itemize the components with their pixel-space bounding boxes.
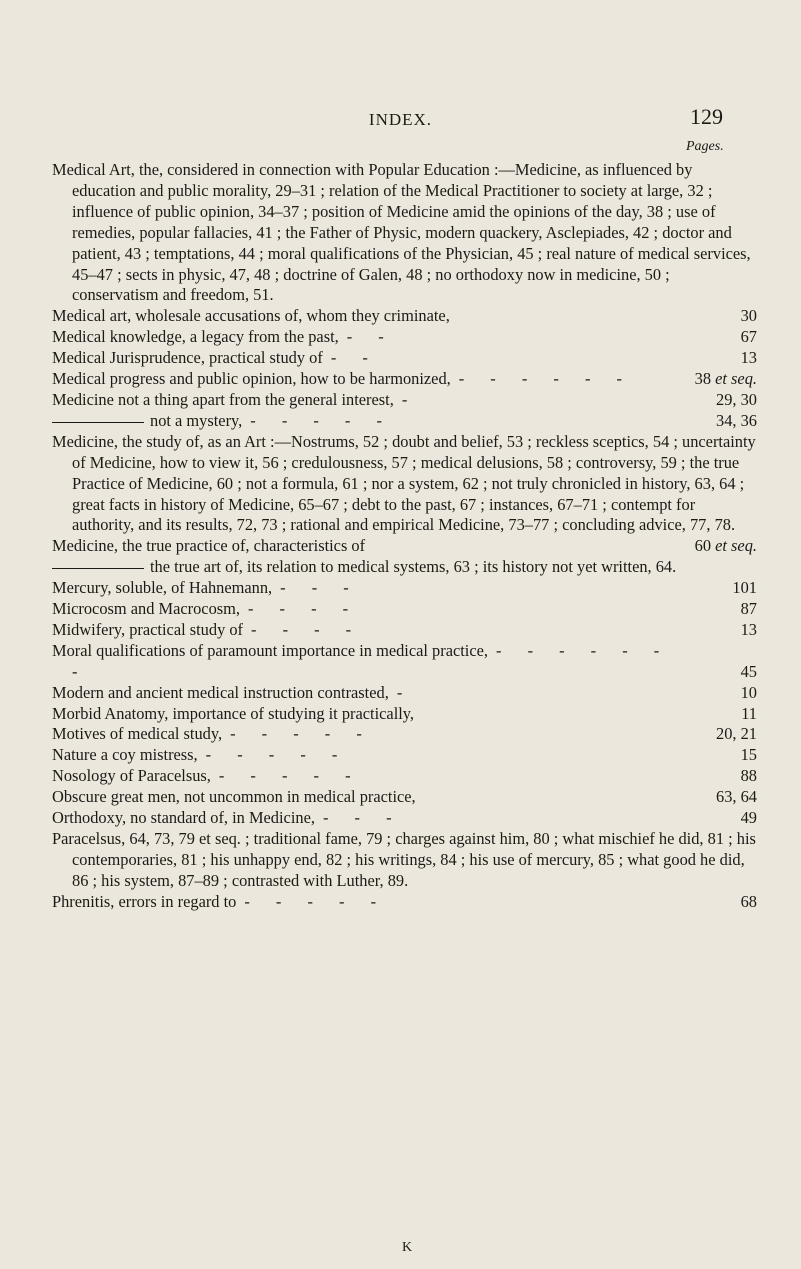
entry-text: Morbid Anatomy, importance of studying it practically, (52, 703, 415, 723)
index-entry-orthodoxy (52, 808, 757, 829)
index-entry-midwifery (52, 620, 757, 641)
entry-leaders: - - - - (251, 619, 363, 639)
entry-text: Medicine not a thing apart from the general interest, (52, 389, 394, 409)
entry-page: 11 (741, 703, 757, 723)
index-entry-nosology (52, 766, 757, 787)
entry-text: Orthodoxy, no standard of, in Medicine, (52, 808, 315, 828)
entry-leaders: - - - - (248, 599, 360, 619)
entry-leaders: - (401, 389, 419, 409)
entry-page: 60 (694, 536, 712, 556)
entry-text: Motives of medical study, (52, 724, 223, 744)
ditto-rule (52, 568, 144, 569)
entry-page: 34, 36 (716, 410, 757, 430)
index-entry-morbid-anatomy (52, 704, 757, 725)
entry-text: Medicine, the true practice of, characteristics of (52, 536, 366, 556)
index-entry-obscure-great-men (52, 787, 757, 808)
entry-text: Modern and ancient medical instruction contrasted, (52, 682, 389, 702)
entry-text: Medical Jurisprudence, practical study of (52, 348, 323, 368)
entry-leaders: - - - - - - - (72, 640, 671, 681)
entry-text: Medical progress and public opinion, how to be harmonized, (52, 369, 451, 389)
index-entry-medical-knowledge (52, 327, 757, 348)
entry-leaders: - - - (322, 808, 403, 828)
entry-page-suffix: et seq. (715, 369, 757, 389)
entry-text: Obscure great men, not uncommon in medical practice, (52, 787, 416, 807)
entry-text: the true art of, its relation to medical systems, 63 ; its history not yet written, 64. (150, 557, 677, 577)
entry-page: 30 (740, 306, 757, 326)
index-subentry-not-a-mystery (52, 411, 757, 432)
index-subentry-true-art (52, 557, 757, 578)
index-entry-medical-art-accusations (52, 306, 757, 327)
entry-page: 101 (732, 578, 757, 598)
entry-leaders: - - - (280, 578, 360, 598)
entry-page: 88 (740, 766, 757, 786)
entry-text: Nature a coy mistress, (52, 745, 198, 765)
entry-text: Medical Art, the, considered in connection with Popular Education :—Medicine, as influenced by education and public morality, 29–31 ; relation of the Medical Practitioner to society at large, 32 ; influence of public opinion, 34–37 ; position of Medicine amid the opinions of the day, 38 ; use of remedies, popular fallacies, 41 ; the Father of Physic, modern quackery, Asclepiades, 42 ; doctor and patient, 43 ; temptations, 44 ; moral qualifications of the Physician, 45 ; real nature of medical services, 45–47 ; sects in physic, 47, 48 ; doctrine of Galen, 48 ; no orthodoxy now in medicine, 50 ; conservatism and freedom, 51. (52, 160, 751, 305)
entry-text: Midwifery, practical study of (52, 619, 244, 639)
index-entry-modern-ancient (52, 683, 757, 704)
entry-text: Medicine, the study of, as an Art :—Nostrums, 52 ; doubt and belief, 53 ; reckless sceptics, 54 ; uncertainty of Medicine, how to view it, 56 ; credulousness, 57 ; medical delusions, 58 ; controversy, 59 ; the true Practice of Medicine, 60 ; not a formula, 61 ; nor a system, 62 ; not truly chronicled in history, 63, 64 ; great facts in history of Medicine, 65–67 ; debt to the past, 67 ; instances, 67–71 ; contempt for authority, and its results, 72, 73 ; rational and empirical Medicine, 73–77 ; concluding advice, 77, 78. (52, 431, 756, 535)
entry-page: 68 (740, 891, 757, 911)
ditto-rule (52, 422, 144, 423)
entry-leaders: - - - - - (218, 766, 362, 786)
entry-leaders: - - - - - (230, 724, 373, 744)
index-entry-medicine-general-interest (52, 390, 757, 411)
page-number: 129 (690, 104, 723, 129)
entry-page: 13 (740, 348, 757, 368)
entry-leaders: - - - - - (250, 410, 393, 430)
entry-page: 87 (740, 599, 757, 619)
entry-leaders: - - (330, 348, 379, 368)
entry-page: 10 (740, 682, 757, 702)
entry-page: 49 (740, 808, 757, 828)
index-entries (52, 160, 757, 913)
entry-leaders: - - - - - - (458, 369, 633, 389)
signature-mark: K (402, 1240, 413, 1255)
entry-text: Nosology of Paracelsus, (52, 766, 211, 786)
index-entry-medical-progress (52, 369, 757, 390)
entry-page: 13 (740, 619, 757, 639)
entry-page: 20, 21 (716, 724, 757, 744)
entry-page: 63, 64 (716, 787, 757, 807)
entry-text: Phrenitis, errors in regard to (52, 891, 237, 911)
entry-text: Microcosm and Macrocosm, (52, 599, 240, 619)
entry-page: 45 (740, 661, 757, 681)
entry-text: Medical knowledge, a legacy from the past, (52, 327, 339, 347)
entry-leaders: - (396, 682, 414, 702)
entry-leaders: - - - - - (205, 745, 349, 765)
entry-text: Moral qualifications of paramount importance in medical practice, (52, 640, 489, 660)
index-entry-motives (52, 724, 757, 745)
running-header-title: INDEX. (368, 110, 433, 129)
entry-leaders: - - - - - (244, 891, 388, 911)
index-entry-mercury (52, 578, 757, 599)
index-entry-moral-qualifications (52, 641, 757, 683)
index-entry-medical-art (52, 160, 757, 306)
index-entry-microcosm (52, 599, 757, 620)
entry-page: 38 (694, 369, 712, 389)
index-entry-paracelsus (52, 829, 757, 892)
pages-column-label: Pages. (686, 139, 724, 154)
index-entry-nature (52, 745, 757, 766)
index-entry-medicine-study-art (52, 432, 757, 537)
entry-text: not a mystery, (150, 410, 243, 430)
entry-page: 29, 30 (716, 389, 757, 409)
entry-text: Paracelsus, 64, 73, 79 et seq. ; traditional fame, 79 ; charges against him, 80 ; what mischief he did, 81 ; his contemporaries, 81 ; his unhappy end, 82 ; his writings, 84 ; his use of mercury, 85 ; what good he did, 86 ; his system, 87–89 ; contrasted with Luther, 89. (52, 829, 756, 890)
index-entry-medicine-true-practice (52, 536, 757, 557)
entry-text: Mercury, soluble, of Hahnemann, (52, 578, 273, 598)
index-entry-medical-jurisprudence (52, 348, 757, 369)
entry-page-suffix: et seq. (715, 536, 757, 556)
entry-leaders: - - (346, 327, 395, 347)
entry-page: 67 (740, 327, 757, 347)
entry-text: Medical art, wholesale accusations of, whom they criminate, (52, 306, 450, 326)
index-entry-phrenitis (52, 892, 757, 913)
entry-page: 15 (740, 745, 757, 765)
